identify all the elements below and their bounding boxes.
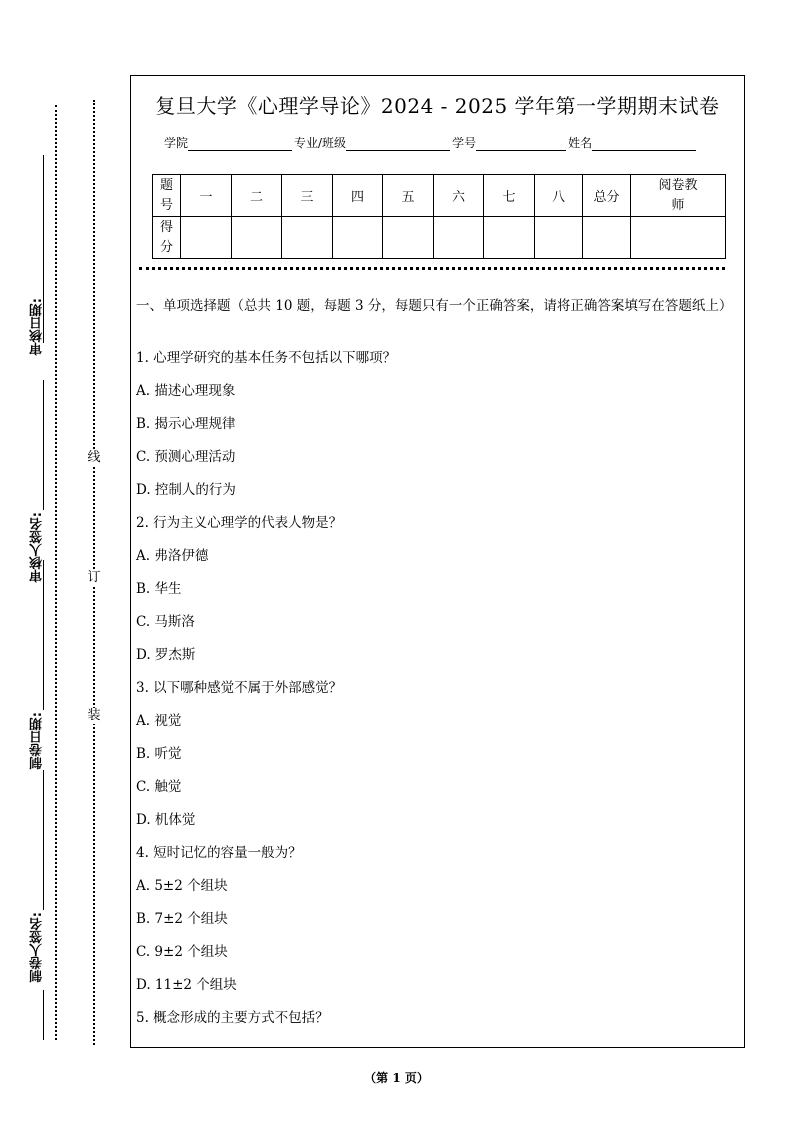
- field-major-blank[interactable]: [346, 138, 450, 151]
- option: A. 5±2 个组块: [136, 878, 228, 894]
- score-col: 八: [535, 175, 583, 217]
- score-cell[interactable]: [484, 217, 535, 259]
- score-col: 一: [181, 175, 232, 217]
- binding-char-bind: 装: [84, 708, 104, 724]
- option: B. 听觉: [136, 746, 182, 762]
- score-cell[interactable]: [282, 217, 333, 259]
- option: C. 触觉: [136, 779, 182, 795]
- left-dotted-guide: [55, 105, 57, 1040]
- score-row-label: 得分: [153, 217, 181, 259]
- option: A. 描述心理现象: [136, 383, 236, 399]
- field-id-blank[interactable]: [476, 138, 566, 151]
- option: A. 视觉: [136, 713, 182, 729]
- section-title: 一、单项选择题（总共 10 题，每题 3 分，每题只有一个正确答案，请将正确答案填写在答题纸上）: [136, 298, 733, 314]
- score-col: 五: [383, 175, 434, 217]
- binding-char-staple: 订: [84, 570, 104, 586]
- question-stem: 2. 行为主义心理学的代表人物是？: [136, 515, 343, 531]
- compile-date-label: 制卷日期:: [30, 712, 45, 770]
- option: D. 罗杰斯: [136, 647, 196, 663]
- score-cell[interactable]: [583, 217, 631, 259]
- score-col: 二: [232, 175, 282, 217]
- field-college-blank[interactable]: [188, 138, 292, 151]
- page-footer: （第 1 页）: [364, 1071, 429, 1085]
- reviewer-signature-label: 审核人签名:: [30, 512, 45, 583]
- student-info-row: [164, 134, 698, 151]
- exam-title: 复旦大学《心理学导论》2024 - 2025 学年第一学期期末试卷: [155, 94, 720, 118]
- option: C. 预测心理活动: [136, 449, 236, 465]
- score-cell[interactable]: [181, 217, 232, 259]
- score-col: 三: [282, 175, 333, 217]
- score-col-total: 总分: [583, 175, 631, 217]
- option: D. 机体觉: [136, 812, 196, 828]
- score-table: [152, 174, 726, 259]
- score-cell[interactable]: [383, 217, 434, 259]
- score-cell[interactable]: [535, 217, 583, 259]
- option: B. 7±2 个组块: [136, 911, 228, 927]
- question-stem: 4. 短时记忆的容量一般为？: [136, 845, 302, 861]
- score-cell[interactable]: [232, 217, 282, 259]
- score-col-grader: 阅卷教师: [631, 175, 726, 217]
- question-stem: 1. 心理学研究的基本任务不包括以下哪项？: [136, 350, 397, 366]
- score-col: 七: [484, 175, 535, 217]
- question-stem: 3. 以下哪种感觉不属于外部感觉？: [136, 680, 343, 696]
- option: A. 弗洛伊德: [136, 548, 209, 564]
- binding-char-line: 线: [84, 450, 104, 466]
- option: C. 9±2 个组块: [136, 944, 228, 960]
- option: B. 揭示心理规律: [136, 416, 236, 432]
- field-id-label: 学号: [452, 136, 477, 150]
- option: D. 11±2 个组块: [136, 977, 237, 993]
- review-date-label: 审核日期:: [30, 298, 45, 356]
- option: C. 马斯洛: [136, 614, 195, 630]
- score-cell[interactable]: [631, 217, 726, 259]
- option: B. 华生: [136, 581, 182, 597]
- score-header-label: 题号: [153, 175, 181, 217]
- field-name-blank[interactable]: [592, 138, 696, 151]
- compiler-signature-label: 制卷人签名:: [30, 912, 45, 983]
- question-stem: 5. 概念形成的主要方式不包括？: [136, 1010, 329, 1026]
- score-col: 六: [434, 175, 484, 217]
- dotted-separator: [139, 267, 725, 270]
- score-col: 四: [333, 175, 383, 217]
- field-major-label: 专业/班级: [294, 136, 347, 150]
- field-college-label: 学院: [164, 136, 189, 150]
- option: D. 控制人的行为: [136, 482, 236, 498]
- score-cell[interactable]: [333, 217, 383, 259]
- score-cell[interactable]: [434, 217, 484, 259]
- field-name-label: 姓名: [568, 136, 593, 150]
- exam-frame: [130, 75, 745, 1048]
